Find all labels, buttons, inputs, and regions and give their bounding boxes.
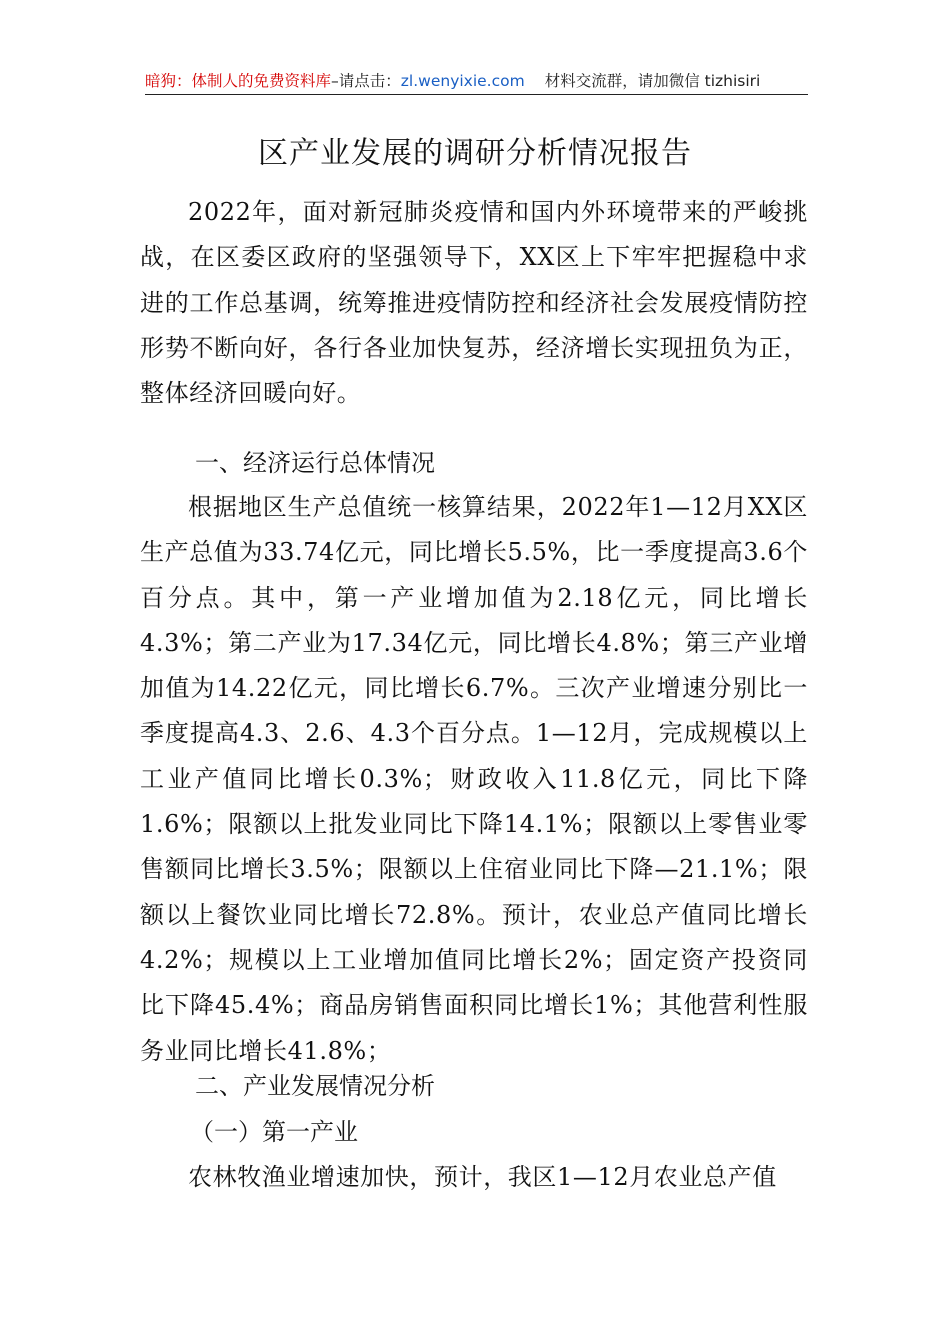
intro-paragraph: 2022年，面对新冠肺炎疫情和国内外环境带来的严峻挑战，在区委区政府的坚强领导下，XX区上下牢牢把握稳中求进的工作总基调，统筹推进疫情防控和经济社会发展疫情防控形势不断向好，各行各业加快复苏，经济增长实现扭负为正，整体经济回暖向好。 [140,198,808,408]
section-heading-industry: 二、产业发展情况分析 [195,1072,435,1100]
economy-paragraph: 根据地区生产总值统一核算结果，2022年1—12月XX区生产总值为33.74亿元，同比增长5.5%，比一季度提高3.6个百分点。其中，第一产业增加值为2.18亿元，同比增长4.3%；第二产业为17.34亿元，同比增长4.8%；第三产业增加值为14.22亿元，同比增长6.7%。三次产业增速分别比一季度提高4.3、2.6、4.3个百分点。1—12月，完成规模以上工业产值同比增长0.3%；财政收入11.8亿元，同比下降1.6%；限额以上批发业同比下降14.1%；限额以上零售业零售额同比增长3.5%；限额以上住宿业同比下降—21.1%；限额以上餐饮业同比增长72.8%。预计，农业总产值同比增长4.2%；规模以上工业增加值同比增长2%；固定资产投资同比下降45.4%；商品房销售面积同比增长1%；其他营利性服务业同比增长41.8%； [140,493,808,1065]
page-header [145,68,808,95]
primary-industry-paragraph: 农林牧渔业增速加快，预计，我区1—12月农业总产值 [188,1163,777,1191]
header-url-link[interactable]: zl.wenyixie.com [400,72,525,90]
document-title: 区产业发展的调研分析情况报告 [258,136,692,171]
header-wechat-note: 材料交流群，请加微信 tizhisiri [544,72,761,90]
section-heading-economy: 一、经济运行总体情况 [195,449,435,477]
subsection-heading-primary: （一）第一产业 [190,1118,358,1146]
header-prompt: –请点击： [331,72,401,90]
header-site-name: 暗狗：体制人的免费资料库 [145,72,332,90]
